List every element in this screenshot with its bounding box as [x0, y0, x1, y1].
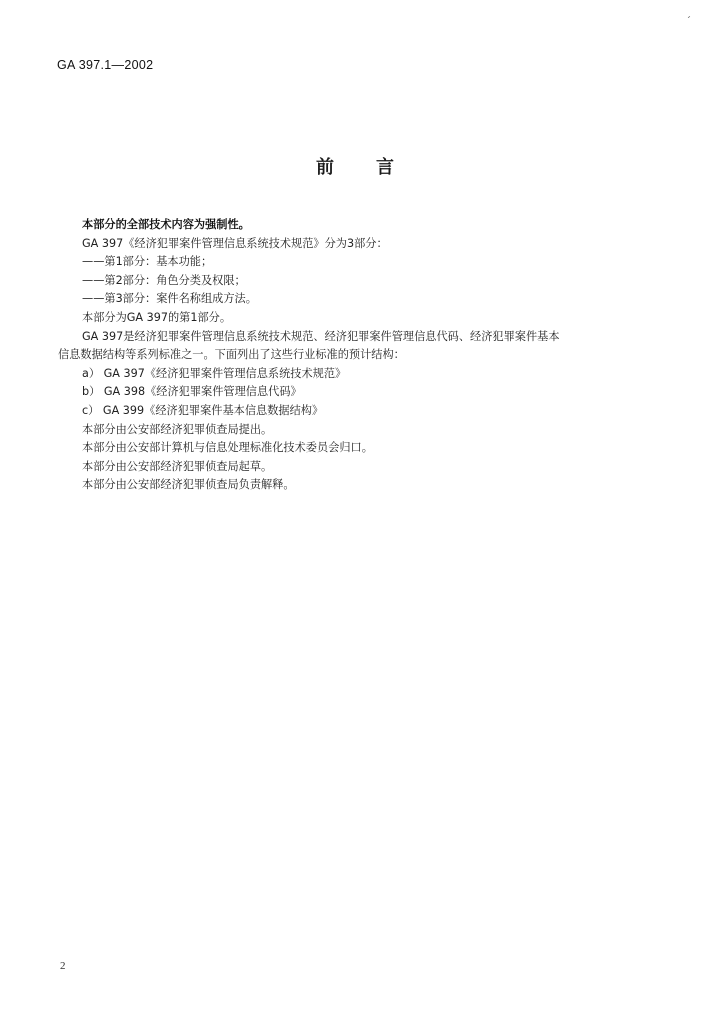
foreword-body: [58, 216, 663, 495]
paragraph-series-line-1: GA 397是经济犯罪案件管理信息系统技术规范、经济犯罪案件管理信息代码、经济犯罪案件基本: [82, 329, 560, 343]
scan-corner-mark: ˊ: [686, 16, 691, 27]
list-item-c: c） GA 399《经济犯罪案件基本信息数据结构》: [82, 403, 324, 417]
paragraph-centralized-by: 本部分由公安部计算机与信息处理标准化技术委员会归口。: [82, 441, 373, 455]
list-item-part-2: ——第2部分：角色分类及权限；: [82, 273, 246, 287]
paragraph-series-line-2: 信息数据结构等系列标准之一。下面列出了这些行业标准的预计结构：: [58, 348, 405, 362]
paragraph-drafted-by: 本部分由公安部经济犯罪侦查局起草。: [82, 459, 273, 473]
document-code-header: GA 397.1—2002: [57, 58, 154, 72]
paragraph-mandatory-statement: 本部分的全部技术内容为强制性。: [82, 218, 250, 231]
list-item-part-3: ——第3部分：案件名称组成方法。: [82, 292, 257, 306]
list-item-b: b） GA 398《经济犯罪案件管理信息代码》: [82, 385, 302, 399]
page-number: 2: [60, 960, 66, 972]
page-title: 前言: [316, 157, 436, 178]
paragraph-parts-intro: GA 397《经济犯罪案件管理信息系统技术规范》分为3部分：: [82, 236, 388, 250]
paragraph-interpreted-by: 本部分由公安部经济犯罪侦查局负责解释。: [82, 478, 295, 492]
paragraph-proposed-by: 本部分由公安部经济犯罪侦查局提出。: [82, 422, 273, 436]
list-item-part-1: ——第1部分：基本功能；: [82, 255, 213, 269]
list-item-a: a） GA 397《经济犯罪案件管理信息系统技术规范》: [82, 366, 347, 380]
paragraph-this-part: 本部分为GA 397的第1部分。: [82, 310, 232, 324]
